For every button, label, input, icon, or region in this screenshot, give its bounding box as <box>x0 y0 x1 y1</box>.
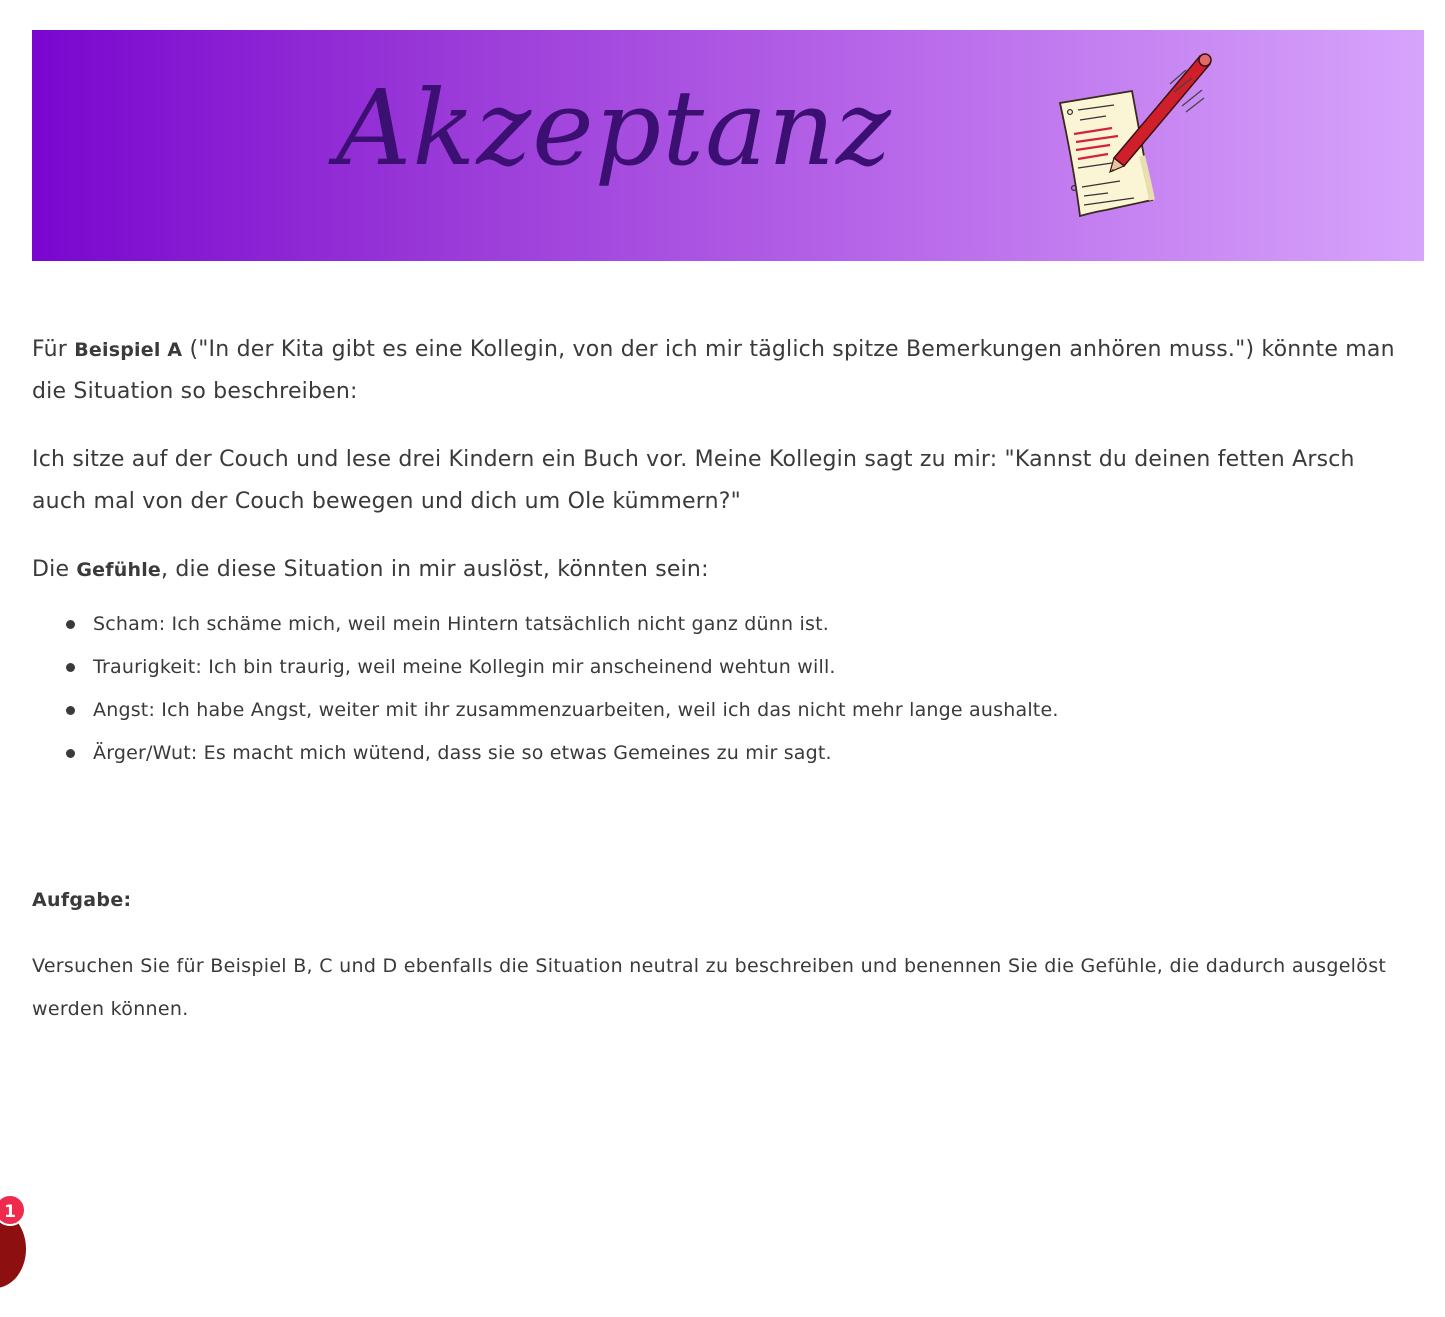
bullet-icon <box>66 749 75 758</box>
notification-badge: 1 <box>0 1194 26 1226</box>
bullet-icon <box>66 706 75 715</box>
list-item <box>32 646 1412 689</box>
list-item <box>32 732 1412 775</box>
list-item-text: Traurigkeit: Ich bin traurig, weil meine Kollegin mir anscheinend wehtun will. <box>93 656 836 678</box>
list-item-text: Scham: Ich schäme mich, weil mein Hintern tatsächlich nicht ganz dünn ist. <box>93 613 829 635</box>
list-item-text: Angst: Ich habe Angst, weiter mit ihr zusammenzuarbeiten, weil ich das nicht mehr lange aushalte. <box>93 699 1059 721</box>
article-content <box>32 329 1412 775</box>
list-item <box>32 603 1412 646</box>
situation-paragraph: Ich sitze auf der Couch und lese drei Kindern ein Buch vor. Meine Kollegin sagt zu mir: "Kannst du deinen fetten Arsch auch mal von der Couch bewegen und dich um Ole kümmern?" <box>32 447 1355 514</box>
task-text: Versuchen Sie für Beispiel B, C und D ebenfalls die Situation neutral zu beschreiben und benennen Sie die Gefühle, die dadurch ausgelöst werden können. <box>32 955 1387 1020</box>
list-item-text: Ärger/Wut: Es macht mich wütend, dass sie so etwas Gemeines zu mir sagt. <box>93 742 832 764</box>
header-banner <box>32 30 1424 261</box>
bullet-icon <box>66 663 75 672</box>
intro-bold-example: Beispiel A <box>74 339 183 361</box>
feelings-intro-bold: Gefühle <box>76 559 161 581</box>
notepad-with-pencil-icon <box>1050 48 1230 228</box>
banner-title: Akzeptanz <box>336 67 892 189</box>
list-item <box>32 689 1412 732</box>
bullet-icon <box>66 620 75 629</box>
task-heading: Aufgabe: <box>32 889 132 911</box>
intro-text-end: ("In der Kita gibt es eine Kollegin, von der ich mir täglich spitze Bemerkungen anhören muss.") könnte man die Situation so beschreiben: <box>32 337 1395 404</box>
intro-text-start: Für <box>32 337 75 362</box>
feelings-list <box>32 603 1412 775</box>
feelings-intro-end: , die diese Situation in mir auslöst, könnten sein: <box>161 557 709 582</box>
intro-paragraph <box>32 329 1412 413</box>
feelings-intro-paragraph <box>32 549 1412 591</box>
feelings-intro-start: Die <box>32 557 77 582</box>
